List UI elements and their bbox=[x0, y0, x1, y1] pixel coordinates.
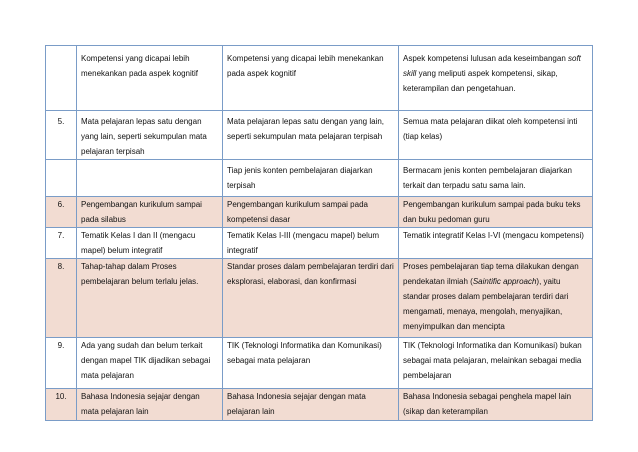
row-number: 6. bbox=[46, 197, 77, 228]
table-row bbox=[46, 389, 593, 421]
cell-ktsp: Mata pelajaran lepas satu dengan yang lain, seperti sekumpulan mata pelajaran terpisah bbox=[223, 111, 399, 160]
row-number: 10. bbox=[46, 389, 77, 421]
table-row bbox=[46, 160, 593, 197]
curriculum-comparison-table bbox=[45, 45, 593, 421]
cell-kbk: Mata pelajaran lepas satu dengan yang lain, seperti sekumpulan mata pelajaran terpisah bbox=[77, 111, 223, 160]
row-number: 5. bbox=[46, 111, 77, 160]
cell-kbk: Bahasa Indonesia sejajar dengan mata pelajaran lain bbox=[77, 389, 223, 421]
cell-ktsp: Kompetensi yang dicapai lebih menekankan pada aspek kognitif bbox=[223, 46, 399, 111]
cell-text-emphasis: Saintific approach bbox=[472, 277, 537, 286]
cell-ktsp: Tematik Kelas I-III (mengacu mapel) belum integratif bbox=[223, 228, 399, 259]
row-number: 9. bbox=[46, 338, 77, 389]
cell-kbk bbox=[77, 160, 223, 197]
table-row bbox=[46, 259, 593, 338]
cell-k2013: TIK (Teknologi Informatika dan Komunikasi) bukan sebagai mata pelajaran, melainkan sebagai media pembelajaran bbox=[399, 338, 593, 389]
row-number bbox=[46, 160, 77, 197]
cell-text-post: ), yaitu standar proses dalam pembelajaran terdiri dari mengamati, menaya, mengolah, menyajikan, menyimpulkan dan mencipta bbox=[403, 277, 569, 331]
table-row bbox=[46, 228, 593, 259]
table-row bbox=[46, 111, 593, 160]
cell-k2013: Bahasa Indonesia sebagai penghela mapel lain (sikap dan keterampilan bbox=[399, 389, 593, 421]
cell-ktsp: Pengembangan kurikulum sampai pada kompetensi dasar bbox=[223, 197, 399, 228]
cell-text-pre: Proses pembelajaran tiap tema dilakukan dengan pendekatan ilmiah ( bbox=[403, 262, 579, 286]
cell-k2013: Semua mata pelajaran diikat oleh kompetensi inti (tiap kelas) bbox=[399, 111, 593, 160]
table-row bbox=[46, 197, 593, 228]
cell-ktsp: TIK (Teknologi Informatika dan Komunikasi) sebagai mata pelajaran bbox=[223, 338, 399, 389]
cell-k2013 bbox=[399, 259, 593, 338]
cell-k2013 bbox=[399, 46, 593, 111]
cell-kbk: Tematik Kelas I dan II (mengacu mapel) belum integratif bbox=[77, 228, 223, 259]
table-row bbox=[46, 338, 593, 389]
cell-kbk: Tahap-tahap dalam Proses pembelajaran belum terlalu jelas. bbox=[77, 259, 223, 338]
cell-ktsp: Tiap jenis konten pembelajaran diajarkan terpisah bbox=[223, 160, 399, 197]
cell-k2013: Bermacam jenis konten pembelajaran diajarkan terkait dan terpadu satu sama lain. bbox=[399, 160, 593, 197]
cell-text-post: yang meliputi aspek kompetensi, sikap, keterampilan dan pengetahuan. bbox=[403, 69, 558, 93]
table-row bbox=[46, 46, 593, 111]
cell-text-pre: Aspek kompetensi lulusan ada keseimbangan bbox=[403, 54, 568, 63]
cell-k2013: Tematik integratif Kelas I-VI (mengacu kompetensi) bbox=[399, 228, 593, 259]
cell-ktsp: Bahasa Indonesia sejajar dengan mata pelajaran lain bbox=[223, 389, 399, 421]
cell-k2013: Pengembangan kurikulum sampai pada buku teks dan buku pedoman guru bbox=[399, 197, 593, 228]
cell-kbk: Ada yang sudah dan belum terkait dengan mapel TIK dijadikan sebagai mata pelajaran bbox=[77, 338, 223, 389]
cell-ktsp: Standar proses dalam pembelajaran terdiri dari eksplorasi, elaborasi, dan konfirmasi bbox=[223, 259, 399, 338]
row-number: 7. bbox=[46, 228, 77, 259]
cell-kbk: Pengembangan kurikulum sampai pada silabus bbox=[77, 197, 223, 228]
cell-text-emphasis: soft skill bbox=[403, 54, 581, 78]
row-number: 8. bbox=[46, 259, 77, 338]
row-number bbox=[46, 46, 77, 111]
cell-kbk: Kompetensi yang dicapai lebih menekankan pada aspek kognitif bbox=[77, 46, 223, 111]
